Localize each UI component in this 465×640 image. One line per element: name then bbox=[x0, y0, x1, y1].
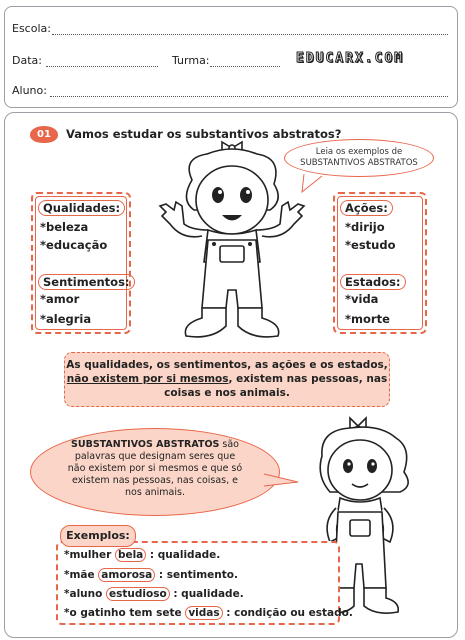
escola-field[interactable] bbox=[52, 34, 448, 35]
qualidades-title: Qualidades: bbox=[38, 200, 125, 216]
turma-field[interactable] bbox=[210, 66, 280, 67]
example-word: vidas bbox=[185, 606, 222, 620]
data-label: Data: bbox=[12, 54, 42, 67]
info-box bbox=[64, 352, 390, 407]
example-word: estudioso bbox=[106, 587, 170, 601]
aluno-field[interactable] bbox=[50, 96, 448, 97]
info-line-2-rest: , existem nas pessoas, nas bbox=[228, 373, 388, 385]
sentimentos-item: *amor bbox=[40, 292, 80, 306]
example-row: *mãe amorosa : sentimento. bbox=[64, 569, 238, 581]
example-row: *o gatinho tem sete vidas : condição ou estado. bbox=[64, 607, 353, 619]
example-word: amorosa bbox=[98, 568, 155, 582]
girl-illustration-top bbox=[152, 140, 312, 355]
activity-title: Vamos estudar os substantivos abstratos? bbox=[66, 127, 342, 141]
example-word: bela bbox=[115, 548, 146, 562]
acoes-item: *dirijo bbox=[345, 220, 385, 234]
definition-line: existem nas pessoas, nas coisas, e bbox=[71, 475, 239, 486]
estados-item: *morte bbox=[345, 312, 390, 326]
info-underlined: não existem por si mesmos bbox=[66, 373, 229, 385]
definition-bubble-tail bbox=[262, 470, 302, 492]
escola-label: Escola: bbox=[12, 22, 51, 35]
definition-line: não existem por si mesmos e que só bbox=[67, 463, 243, 474]
qualidades-item: *educação bbox=[40, 238, 108, 252]
activity-number-badge: 01 bbox=[30, 126, 58, 143]
data-field[interactable] bbox=[46, 66, 158, 67]
aluno-label: Aluno: bbox=[12, 84, 47, 97]
definition-bubble bbox=[30, 428, 280, 516]
definition-line: nos animais. bbox=[125, 487, 185, 498]
sentimentos-item: *alegria bbox=[40, 312, 92, 326]
definition-line: palavras que designam seres que bbox=[74, 451, 236, 462]
examples-title: Exemplos: bbox=[60, 525, 136, 547]
example-row: *mulher bela : qualidade. bbox=[64, 549, 221, 561]
acoes-title: Ações: bbox=[340, 200, 393, 216]
qualidades-item: *beleza bbox=[40, 220, 89, 234]
turma-label: Turma: bbox=[172, 54, 210, 67]
estados-title: Estados: bbox=[340, 274, 406, 290]
example-row: *aluno estudioso : qualidade. bbox=[64, 588, 244, 600]
definition-bold: SUBSTANTIVOS ABSTRATOS bbox=[71, 439, 220, 450]
bubble-line-2: SUBSTANTIVOS ABSTRATOS bbox=[300, 158, 418, 168]
educarx-logo: EDUCARX.COM bbox=[296, 51, 405, 66]
estados-item: *vida bbox=[345, 292, 379, 306]
definition-rest: são bbox=[219, 439, 239, 450]
info-line-3: coisas e nos animais. bbox=[164, 387, 290, 399]
sentimentos-title: Sentimentos: bbox=[38, 274, 135, 290]
info-line-1: As qualidades, os sentimentos, as ações e os estados, bbox=[66, 359, 388, 371]
acoes-item: *estudo bbox=[345, 238, 396, 252]
bubble-line-1: Leia os exemplos de bbox=[315, 147, 403, 157]
